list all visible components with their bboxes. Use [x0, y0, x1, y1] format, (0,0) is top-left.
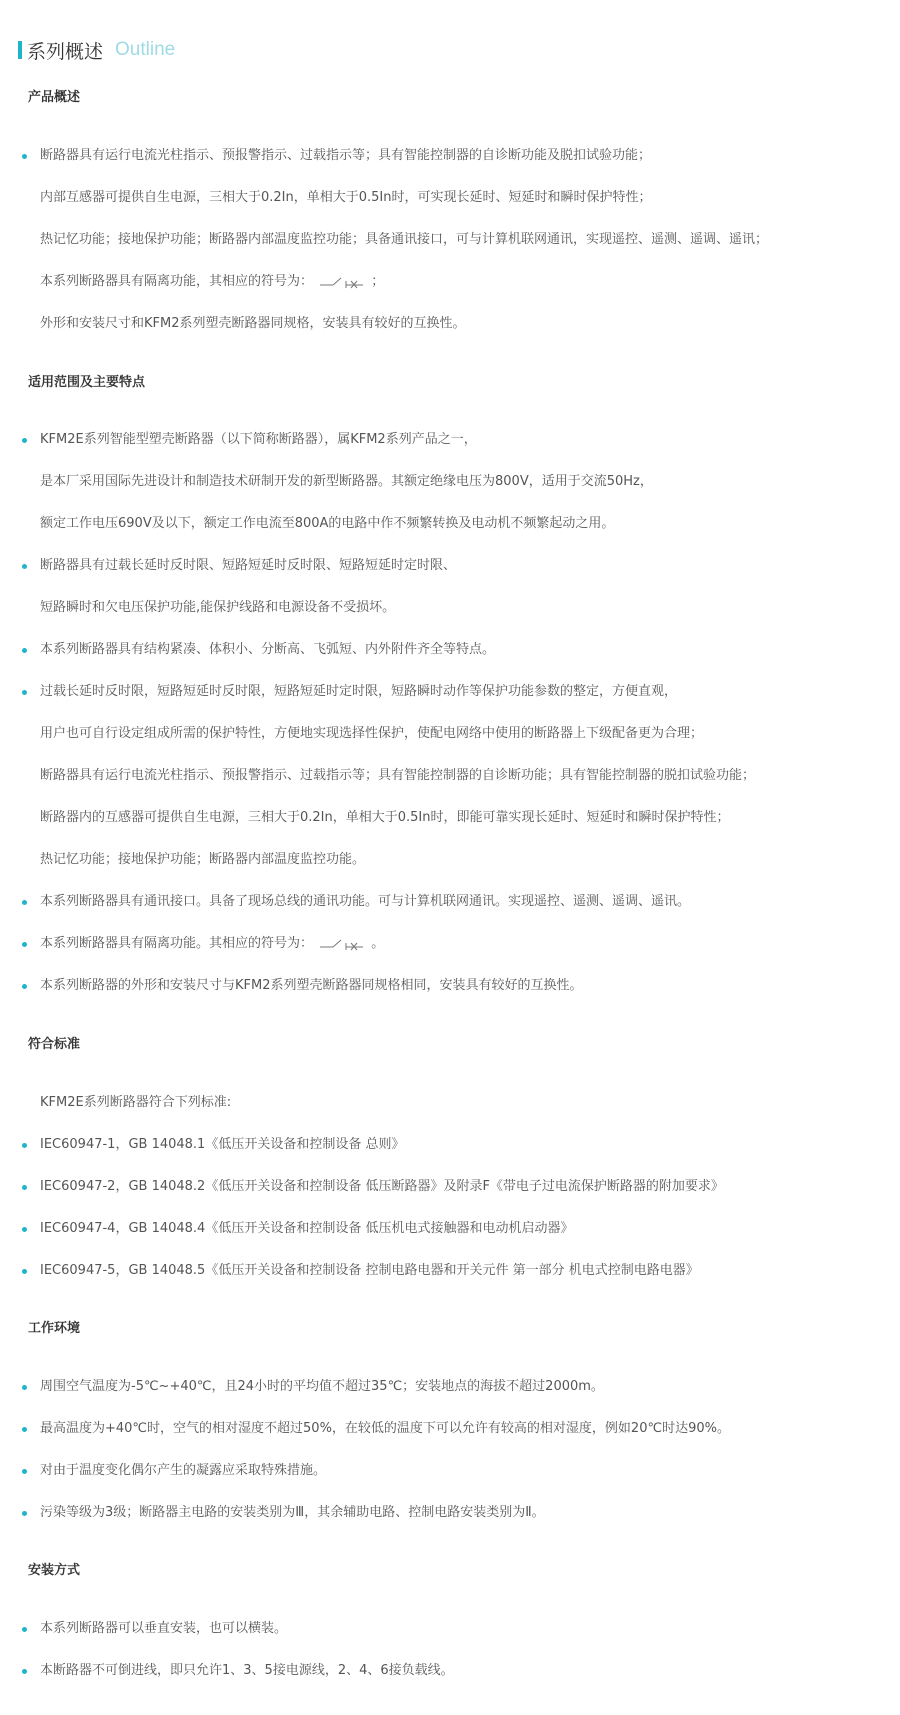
list-item: 本系列断路器具有通讯接口。具备了现场总线的通讯功能。可与计算机联网通讯。实现遥控、遥测、遥调、遥讯。	[40, 894, 691, 909]
list-item: KFM2E系列智能型塑壳断路器（以下简称断路器），属KFM2系列产品之一，	[40, 432, 477, 447]
section-title-installation: 安装方式	[28, 1563, 81, 1578]
page-title: 系列概述	[27, 40, 104, 63]
list-item: 本系列断路器的外形和安装尺寸与KFM2系列塑壳断路器同规格相同，安装具有较好的互换性。	[40, 978, 583, 993]
list-item: 污染等级为3级；断路器主电路的安装类别为Ⅲ，其余辅助电路、控制电路安装类别为Ⅱ。	[40, 1505, 545, 1520]
list-item: IEC60947-4，GB 14048.4《低压开关设备和控制设备 低压机电式接触器和电动机启动器》	[40, 1221, 574, 1236]
list-item: 额定工作电压690V及以下，额定工作电流至800A的电路中作不频繁转换及电动机不频繁起动之用。	[40, 516, 615, 531]
list-item: 断路器具有运行电流光柱指示、预报警指示、过载指示等；具有智能控制器的自诊断功能及脱扣试验功能；	[40, 148, 652, 163]
list-item: 内部互感器可提供自生电源，三相大于0.2In，单相大于0.5In时，可实现长延时、短延时和瞬时保护特性；	[40, 190, 652, 205]
list-item: IEC60947-2，GB 14048.2《低压开关设备和控制设备 低压断路器》及附录F《带电子过电流保护断路器的附加要求》	[40, 1179, 724, 1194]
list-item: 断路器内的互感器可提供自生电源，三相大于0.2In，单相大于0.5In时，即能可靠实现长延时、短延时和瞬时保护特性；	[40, 810, 730, 825]
list-item: 本系列断路器具有结构紧凑、体积小、分断高、飞弧短、内外附件齐全等特点。	[40, 642, 496, 657]
list-item: 热记忆功能；接地保护功能；断路器内部温度监控功能；具备通讯接口，可与计算机联网通讯，实现遥控、遥测、遥调、遥讯；	[40, 232, 769, 247]
list-item: 断路器具有过载长延时反时限、短路短延时反时限、短路短延时定时限、	[40, 558, 457, 573]
page-subtitle: Outline	[115, 39, 176, 60]
list-item-punct: 。	[371, 936, 385, 951]
list-item: 用户也可自行设定组成所需的保护特性，方便地实现选择性保护，使配电网络中使用的断路器上下级配备更为合理；	[40, 726, 704, 741]
list-item	[40, 935, 384, 953]
list-item: 对由于温度变化偶尔产生的凝露应采取特殊措施。	[40, 1463, 327, 1478]
list-item	[40, 273, 384, 291]
isolation-symbol-icon	[319, 937, 365, 951]
list-item: 本断路器不可倒进线，即只允许1、3、5接电源线，2、4、6接负载线。	[40, 1663, 454, 1678]
list-item: 断路器具有运行电流光柱指示、预报警指示、过载指示等；具有智能控制器的自诊断功能；具有智能控制器的脱扣试验功能；	[40, 768, 756, 783]
list-item: 最高温度为+40℃时，空气的相对湿度不超过50%，在较低的温度下可以允许有较高的相对湿度，例如20℃时达90%。	[40, 1421, 730, 1436]
section-title-standards: 符合标准	[28, 1037, 81, 1052]
section-title-overview: 产品概述	[28, 90, 81, 105]
header-accent-bar	[18, 41, 22, 59]
list-item: 热记忆功能；接地保护功能；断路器内部温度监控功能。	[40, 852, 366, 867]
list-item: KFM2E系列断路器符合下列标准:	[40, 1095, 232, 1110]
section-title-environment: 工作环境	[28, 1321, 81, 1336]
list-item: 短路瞬时和欠电压保护功能,能保护线路和电源设备不受损坏。	[40, 600, 396, 615]
list-item: 外形和安装尺寸和KFM2系列塑壳断路器同规格，安装具有较好的互换性。	[40, 316, 466, 331]
list-item: IEC60947-1，GB 14048.1《低压开关设备和控制设备 总则》	[40, 1137, 405, 1152]
list-item: 本系列断路器可以垂直安装，也可以横装。	[40, 1621, 288, 1636]
isolation-symbol-icon	[319, 275, 365, 289]
list-item: 过载长延时反时限，短路短延时反时限，短路短延时定时限，短路瞬时动作等保护功能参数的整定，方便直观，	[40, 684, 678, 699]
section-title-scope: 适用范围及主要特点	[28, 375, 146, 390]
list-item-text: 本系列断路器具有隔离功能，其相应的符号为：	[40, 274, 314, 289]
list-item-punct: ；	[371, 274, 385, 289]
list-item-text: 本系列断路器具有隔离功能。其相应的符号为：	[40, 936, 314, 951]
list-item: IEC60947-5，GB 14048.5《低压开关设备和控制设备 控制电路电器和开关元件 第一部分 机电式控制电路电器》	[40, 1263, 699, 1278]
list-item: 周围空气温度为-5℃~+40℃，且24小时的平均值不超过35℃；安装地点的海拔不超过2000m。	[40, 1379, 604, 1394]
page-header	[18, 38, 175, 62]
list-item: 是本厂采用国际先进设计和制造技术研制开发的新型断路器。其额定绝缘电压为800V，适用于交流50Hz，	[40, 474, 653, 489]
